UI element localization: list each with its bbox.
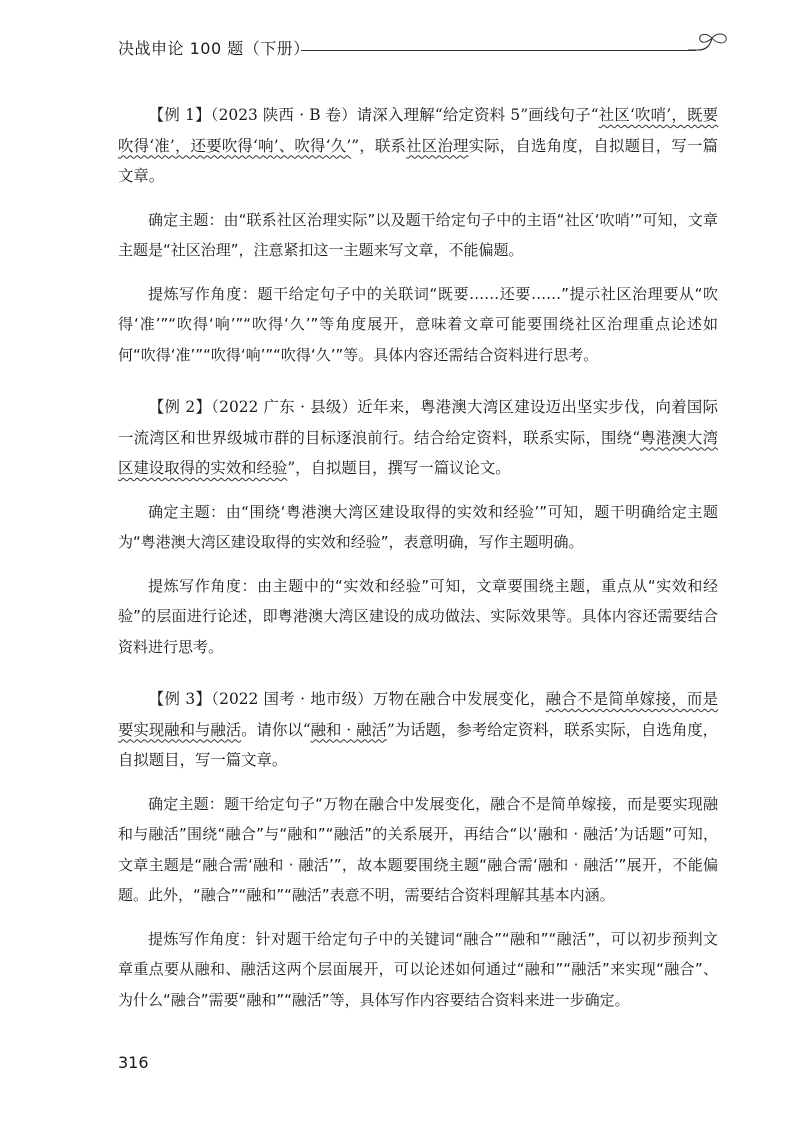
example-2-prompt: 【例 2】（2022 广东 · 县级）近年来，粤港澳大湾区建设迈出坚实步伐，向着国际一流湾区和世界级城市群的目标逐浪前行。结合给定资料，联系实际，围绕“粤港澳大湾区建设取得的实效和经验”，自拟题目，撰写一篇议论文。 (118, 398, 718, 477)
page-number: 316 (118, 1053, 149, 1072)
header-rule (301, 50, 696, 51)
book-title: 决战申论 100 题（下册） (118, 39, 310, 58)
example-1-prompt: 【例 1】（2023 陕西 · B 卷）请深入理解“给定资料 5”画线句子“社区‘吹哨’，既要吹得‘准’，还要吹得‘响’、吹得‘久’”，联系社区治理实际，自选角度，自拟题目，写一篇文章。 (118, 106, 718, 185)
example-1-angle: 提炼写作角度：题干给定句子中的关联词“既要……还要……”提示社区治理要从“吹得‘准’”“吹得‘响’”“吹得‘久’”等角度展开，意味着文章可能要围绕社区治理重点论述如何“吹得‘准’”“吹得‘响’”“吹得‘久’”等。具体内容还需结合资料进行思考。 (118, 284, 718, 364)
running-header (118, 34, 728, 64)
sprout-icon (688, 32, 732, 58)
example-3-angle: 提炼写作角度：针对题干给定句子中的关键词“融合”“融和”“融活”，可以初步预判文章重点要从融和、融活这两个层面展开，可以论述如何通过“融和”“融活”来实现“融合”、为什么“融合”需要“融和”“融活”等，具体写作内容要结合资料来进一步确定。 (118, 929, 718, 1009)
example-3-theme: 确定主题：题干给定句子“万物在融合中发展变化，融合不是简单嫁接，而是要实现融和与融活”围绕“融合”与“融和”“融活”的关系展开，再结合“以‘融和 · 融活’为话题”可知，文章主题是“融合需‘融和 · 融活’”，故本题要围绕主题“融合需‘融和 · 融活’”展开，不能偏题。此外，“融合”“融和”“融活”表意不明，需要结合资料理解其基本内涵。 (118, 794, 718, 904)
page-body (118, 100, 718, 1028)
example-2-theme: 确定主题：由“围绕‘粤港澳大湾区建设取得的实效和经验’”可知，题干明确给定主题为“粤港澳大湾区建设取得的实效和经验”，表意明确，写作主题明确。 (118, 502, 718, 551)
example-1-theme: 确定主题：由“联系社区治理实际”以及题干给定句子中的主语“社区‘吹哨’”可知，文章主题是“社区治理”，注意紧扣这一主题来写文章，不能偏题。 (118, 210, 718, 259)
example-3-prompt: 【例 3】（2022 国考 · 地市级）万物在融合中发展变化，融合不是简单嫁接，而是要实现融和与融活。请你以“融和 · 融活”为话题，参考给定资料，联系实际，自选角度，自拟题目，写一篇文章。 (118, 690, 718, 769)
example-2-angle: 提炼写作角度：由主题中的“实效和经验”可知，文章要围绕主题，重点从“实效和经验”的层面进行论述，即粤港澳大湾区建设的成功做法、实际效果等。具体内容还需要结合资料进行思考。 (118, 576, 718, 656)
